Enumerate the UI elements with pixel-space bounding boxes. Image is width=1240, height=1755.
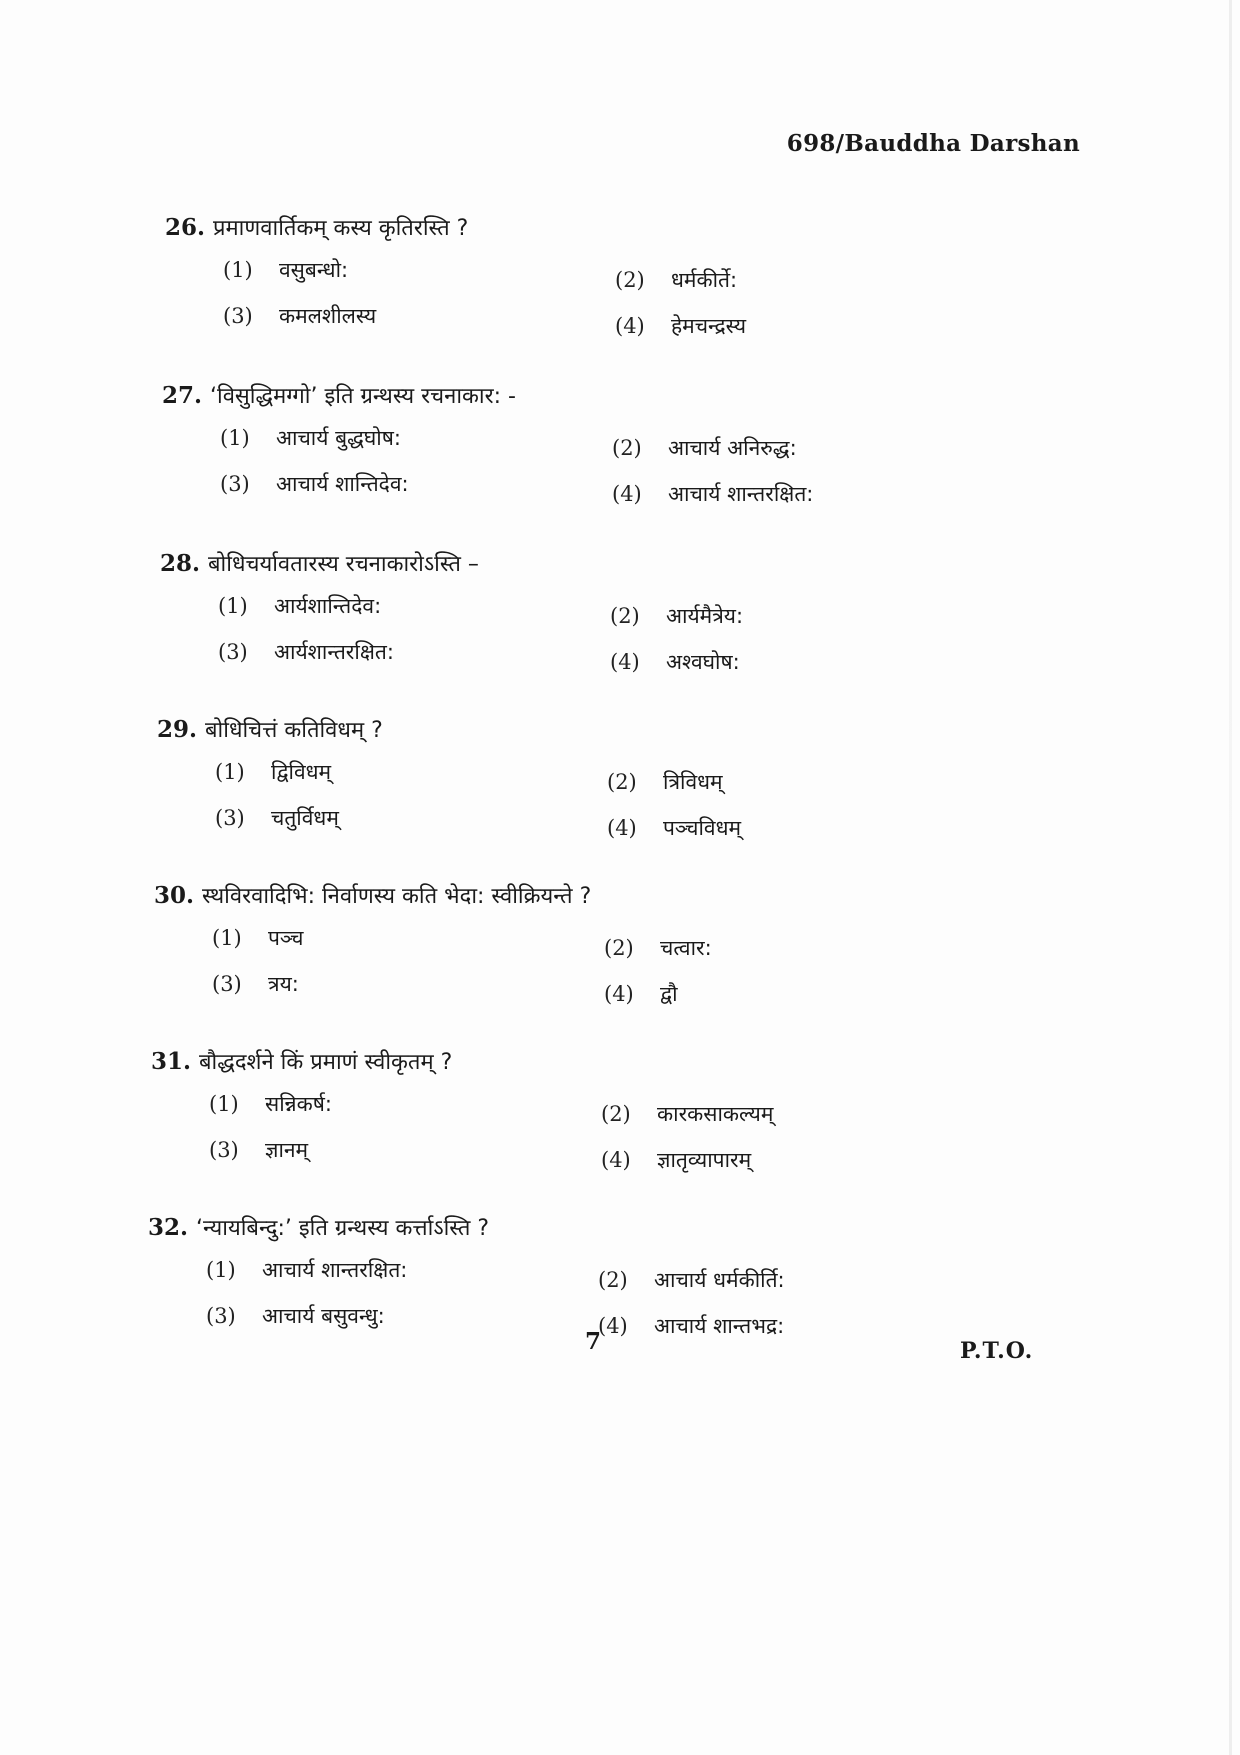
option-2: (2) आचार्य अनिरुद्ध:	[612, 436, 797, 460]
option-2: (2) धर्मकीर्ते:	[615, 268, 738, 292]
option-4: (4) ज्ञातृव्यापारम्	[601, 1148, 752, 1172]
option-4: (4) आचार्य शान्तरक्षित:	[612, 482, 814, 506]
question-number: 26.	[165, 214, 206, 241]
option-3: (3) ज्ञानम्	[209, 1138, 309, 1162]
question-number: 30.	[154, 882, 195, 909]
option-3: (3) कमलशीलस्य	[223, 304, 377, 328]
page-number: 7	[585, 1328, 602, 1355]
question-30	[154, 880, 954, 1020]
options-list	[148, 1256, 948, 1352]
question-text: ‘न्यायबिन्दु:’ इति ग्रन्थस्य कर्त्ताऽस्ति ?	[196, 1216, 490, 1241]
option-4: (4) हेमचन्द्रस्य	[615, 314, 747, 338]
options-list	[160, 592, 960, 688]
option-3: (3) चतुर्विधम्	[215, 806, 339, 830]
question-number: 29.	[157, 716, 198, 743]
question-text: प्रमाणवार्तिकम् कस्य कृतिरस्ति ?	[213, 216, 469, 241]
question-number: 32.	[148, 1214, 189, 1241]
option-4: (4) आचार्य शान्तभद्र:	[598, 1314, 785, 1338]
options-list	[165, 256, 965, 352]
question-number: 28.	[160, 550, 201, 577]
options-list	[154, 924, 954, 1020]
option-1: (1) पञ्च	[212, 926, 304, 950]
option-1: (1) वसुबन्धो:	[223, 258, 349, 282]
options-list	[157, 758, 957, 854]
question-32	[148, 1212, 948, 1352]
option-3: (3) आचार्य बसुवन्धु:	[206, 1304, 385, 1328]
question-number: 27.	[162, 382, 203, 409]
option-1: (1) द्विविधम्	[215, 760, 332, 784]
pto-label: P.T.O.	[960, 1338, 1034, 1364]
option-3: (3) आर्यशान्तरक्षित:	[218, 640, 394, 664]
option-1: (1) आचार्य शान्तरक्षित:	[206, 1258, 408, 1282]
question-27	[162, 380, 962, 520]
options-list	[162, 424, 962, 520]
option-1: (1) सन्निकर्ष:	[209, 1092, 332, 1116]
option-1: (1) आर्यशान्तिदेव:	[218, 594, 382, 618]
question-31	[151, 1046, 951, 1186]
question-28	[160, 548, 960, 688]
option-2: (2) आचार्य धर्मकीर्ति:	[598, 1268, 785, 1292]
question-number: 31.	[151, 1048, 192, 1075]
option-3: (3) आचार्य शान्तिदेव:	[220, 472, 409, 496]
option-4: (4) द्वौ	[604, 982, 678, 1006]
question-text: ‘विसुद्धिमग्गो’ इति ग्रन्थस्य रचनाकार: -	[210, 384, 516, 409]
scan-edge-shadow	[1229, 0, 1232, 1755]
question-text: बोधिचर्यावतारस्य रचनाकारोऽस्ति –	[208, 552, 479, 577]
option-4: (4) अश्वघोष:	[610, 650, 740, 674]
option-2: (2) चत्वार:	[604, 936, 712, 960]
option-2: (2) कारकसाकल्यम्	[601, 1102, 774, 1126]
option-1: (1) आचार्य बुद्धघोष:	[220, 426, 401, 450]
question-text: बौद्धदर्शने किं प्रमाणं स्वीकृतम् ?	[199, 1050, 453, 1075]
question-text: स्थविरवादिभि: निर्वाणस्य कति भेदा: स्वीक्रियन्ते ?	[202, 884, 592, 909]
option-3: (3) त्रय:	[212, 972, 299, 996]
option-2: (2) त्रिविधम्	[607, 770, 723, 794]
options-list	[151, 1090, 951, 1186]
paper-code-header: 698/Bauddha Darshan	[786, 130, 1080, 157]
question-29	[157, 714, 957, 854]
option-4: (4) पञ्चविधम्	[607, 816, 742, 840]
option-2: (2) आर्यमैत्रेय:	[610, 604, 744, 628]
question-text: बोधिचित्तं कतिविधम् ?	[205, 718, 383, 743]
question-26	[165, 212, 965, 352]
